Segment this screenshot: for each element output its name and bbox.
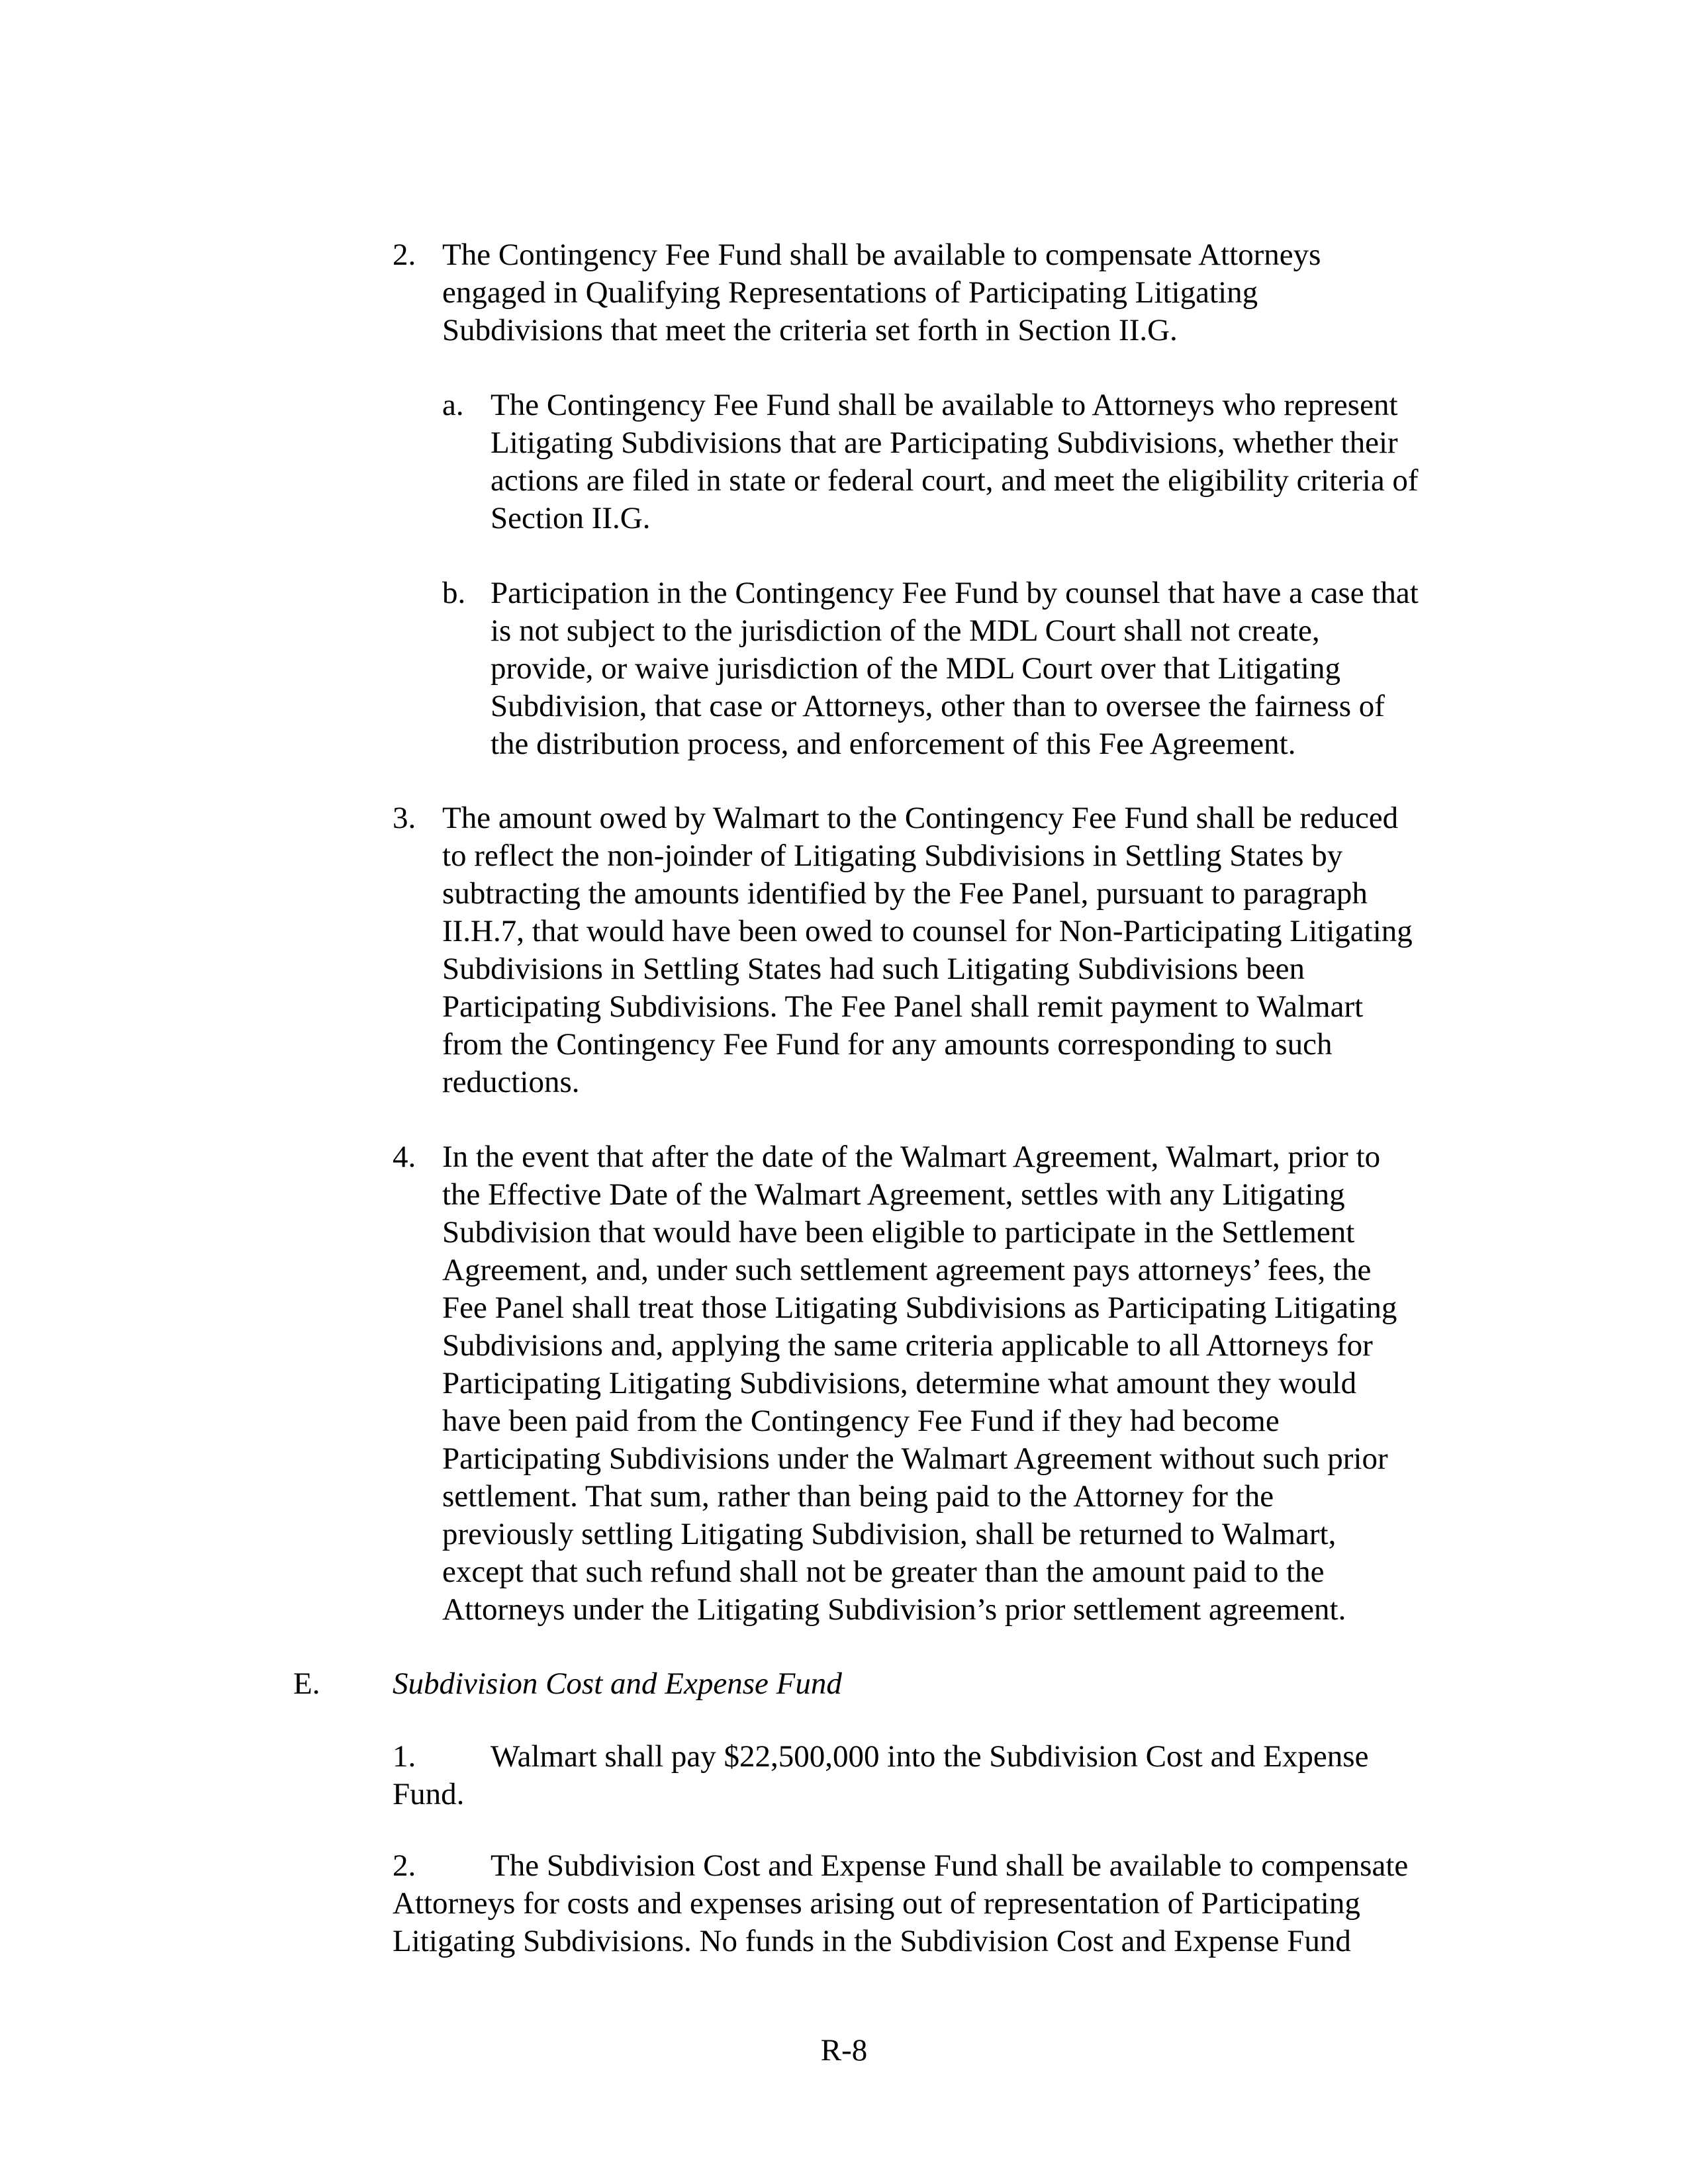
item-4-text — [442, 1138, 1397, 1629]
text-line: Section II.G. — [491, 501, 651, 535]
item-2-text — [442, 236, 1321, 349]
text-line: Agreement, and, under such settlement agreement pays attorneys’ fees, the — [442, 1253, 1372, 1287]
text-line: Attorneys under the Litigating Subdivision’s prior settlement agreement. — [442, 1592, 1346, 1627]
item-3-text — [442, 799, 1413, 1101]
page-number: R-8 — [820, 2033, 868, 2068]
text-line: have been paid from the Contingency Fee Fund if they had become — [442, 1404, 1280, 1438]
text-line: reductions. — [442, 1065, 580, 1099]
section-e-title: Subdivision Cost and Expense Fund — [393, 1666, 842, 1701]
paragraph-number: 2. — [393, 1848, 416, 1883]
text-line: Litigating Subdivisions that are Participating Subdivisions, whether their — [491, 426, 1398, 460]
text-line: Litigating Subdivisions. No funds in the Subdivision Cost and Expense Fund — [393, 1924, 1351, 1958]
text-line: The Contingency Fee Fund shall be available to compensate Attorneys — [442, 238, 1321, 272]
text-line: II.H.7, that would have been owed to counsel for Non-Participating Litigating — [442, 914, 1413, 948]
text-line: Attorneys for costs and expenses arising out of representation of Participating — [393, 1886, 1360, 1921]
text-line: provide, or waive jurisdiction of the MDL Court over that Litigating — [491, 651, 1340, 686]
text-line: the Effective Date of the Walmart Agreement, settles with any Litigating — [442, 1177, 1345, 1212]
text-line: Subdivisions and, applying the same criteria applicable to all Attorneys for — [442, 1328, 1373, 1363]
text-line: Participating Subdivisions. The Fee Panel shall remit payment to Walmart — [442, 989, 1364, 1024]
section-e-letter: E. — [293, 1666, 320, 1701]
item-2-number: 2. — [393, 238, 416, 272]
item-2a-text — [491, 387, 1419, 537]
paragraph-first-line — [393, 1738, 1368, 1776]
text-line: The Contingency Fee Fund shall be available to Attorneys who represent — [491, 388, 1398, 422]
text-line: The amount owed by Walmart to the Contingency Fee Fund shall be reduced — [442, 801, 1399, 835]
text-line: actions are filed in state or federal court, and meet the eligibility criteria of — [491, 463, 1419, 498]
text-line: Fund. — [393, 1777, 465, 1811]
text-line: Fee Panel shall treat those Litigating Subdivisions as Participating Litigating — [442, 1291, 1397, 1325]
text-line: the distribution process, and enforcement of this Fee Agreement. — [491, 727, 1296, 761]
text-line: Participating Subdivisions under the Walmart Agreement without such prior — [442, 1441, 1388, 1476]
item-2b-letter: b. — [442, 576, 466, 610]
text-line: except that such refund shall not be greater than the amount paid to the — [442, 1555, 1325, 1589]
text-line: Subdivision, that case or Attorneys, other than to oversee the fairness of — [491, 689, 1385, 723]
text-line: settlement. That sum, rather than being paid to the Attorney for the — [442, 1479, 1274, 1514]
section-e-paragraph-2 — [393, 1847, 1408, 1960]
text-line: engaged in Qualifying Representations of Participating Litigating — [442, 275, 1258, 310]
item-4-number: 4. — [393, 1140, 416, 1174]
item-3-number: 3. — [393, 801, 416, 835]
text-line: from the Contingency Fee Fund for any amounts corresponding to such — [442, 1027, 1333, 1062]
paragraph-number: 1. — [393, 1739, 416, 1774]
text-line: Participating Litigating Subdivisions, determine what amount they would — [442, 1366, 1357, 1400]
text-line: to reflect the non-joinder of Litigating Subdivisions in Settling States by — [442, 839, 1343, 873]
text-line: subtracting the amounts identified by the Fee Panel, pursuant to paragraph — [442, 876, 1368, 911]
paragraph-first-line — [393, 1847, 1408, 1885]
text-line: previously settling Litigating Subdivision, shall be returned to Walmart, — [442, 1517, 1336, 1551]
section-e-paragraph-1 — [393, 1738, 1368, 1813]
item-2a-letter: a. — [442, 388, 464, 422]
text-line: Subdivisions in Settling States had such Litigating Subdivisions been — [442, 952, 1305, 986]
text-line: is not subject to the jurisdiction of the MDL Court shall not create, — [491, 614, 1320, 648]
text-line: In the event that after the date of the Walmart Agreement, Walmart, prior to — [442, 1140, 1381, 1174]
text-line: Subdivisions that meet the criteria set forth in Section II.G. — [442, 313, 1178, 347]
item-2b-text — [491, 574, 1419, 763]
text-line: The Subdivision Cost and Expense Fund shall be available to compensate — [491, 1848, 1409, 1883]
text-line: Walmart shall pay $22,500,000 into the Subdivision Cost and Expense — [491, 1739, 1369, 1774]
text-line: Participation in the Contingency Fee Fund by counsel that have a case that — [491, 576, 1419, 610]
text-line: Subdivision that would have been eligible to participate in the Settlement — [442, 1215, 1355, 1250]
